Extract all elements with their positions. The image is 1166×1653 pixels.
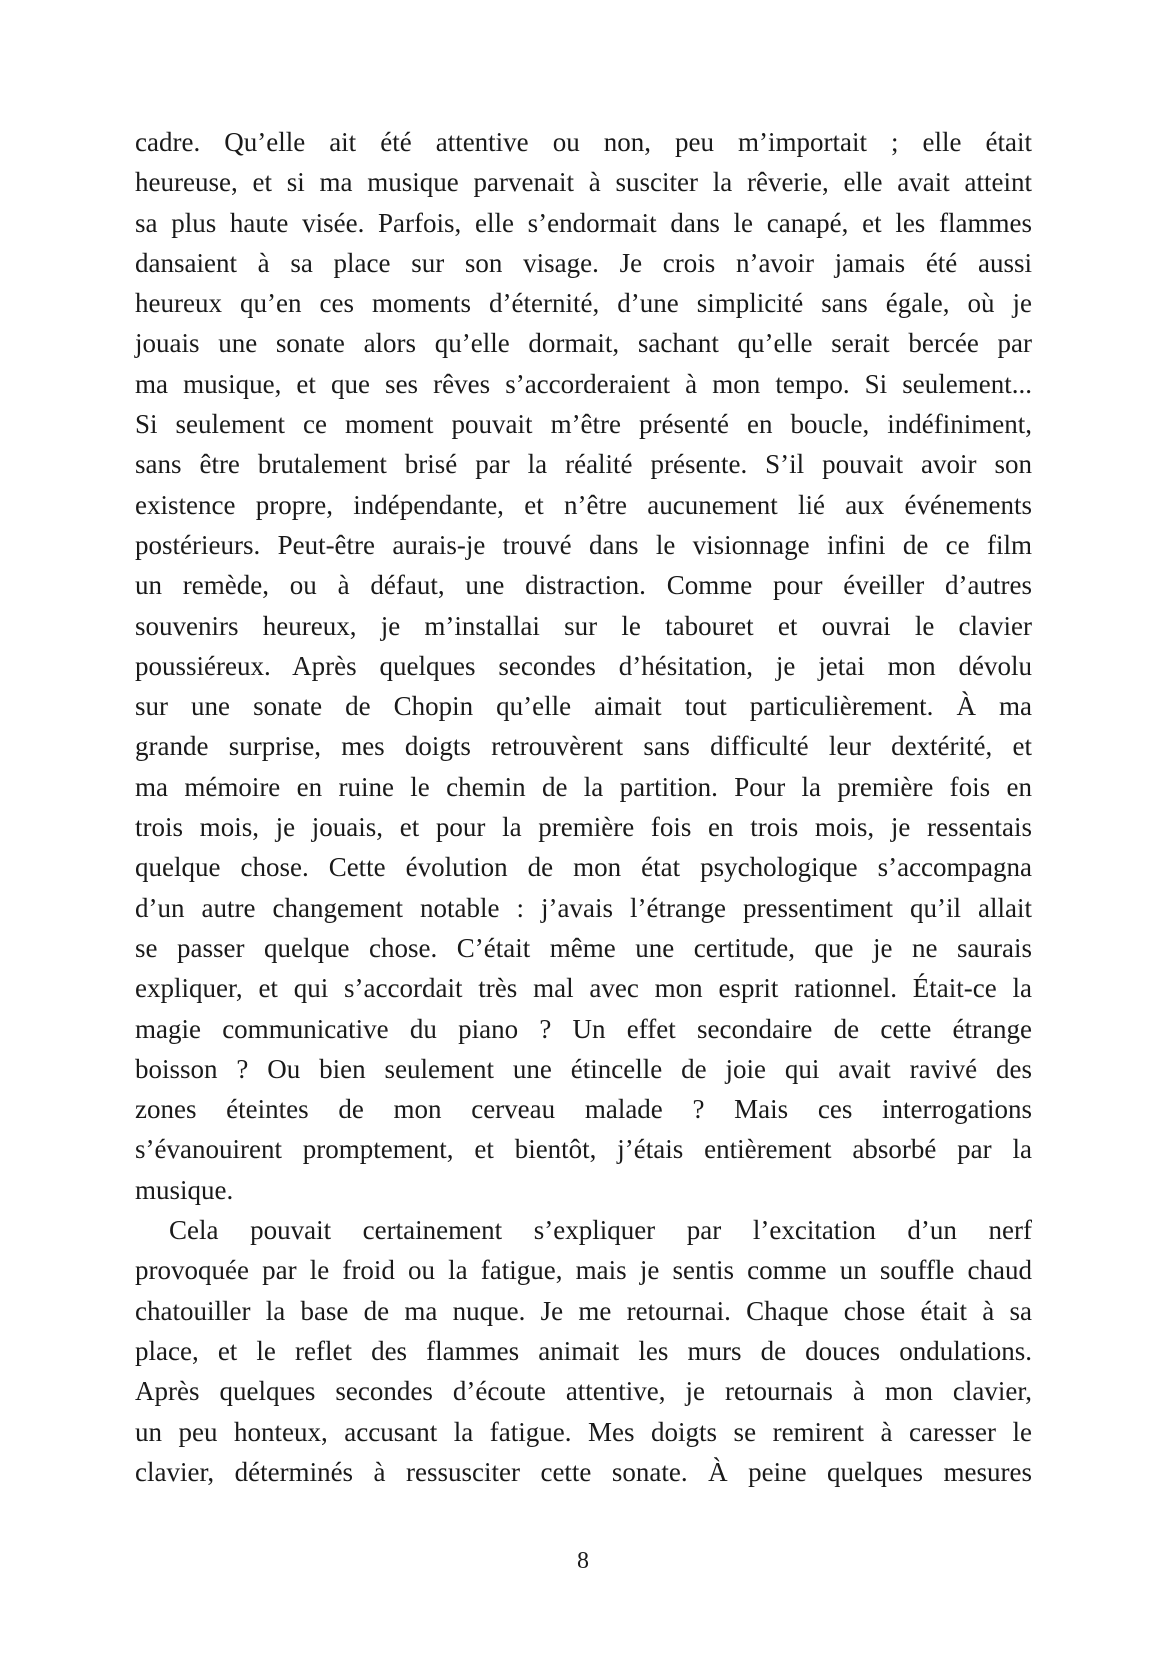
text-line: clavier, déterminés à ressusciter cette sonate. À peine quelques mesures — [135, 1456, 1032, 1487]
text-line: postérieurs. Peut-être aurais-je trouvé dans le visionnage infini de ce film — [135, 529, 1032, 560]
text-line: d’un autre changement notable : j’avais l’étrange pressentiment qu’il allait — [135, 892, 1032, 923]
text-line: boisson ? Ou bien seulement une étincelle de joie qui avait ravivé des — [135, 1053, 1032, 1084]
text-line: quelque chose. Cette évolution de mon état psychologique s’accompagna — [135, 852, 1032, 883]
text-line: se passer quelque chose. C’était même une certitude, que je ne saurais — [135, 932, 1032, 963]
text-line: magie communicative du piano ? Un effet secondaire de cette étrange — [135, 1013, 1032, 1044]
page-number: 8 — [577, 1548, 589, 1574]
text-line: place, et le reflet des flammes animait les murs de douces ondulations. — [135, 1335, 1032, 1366]
text-line: s’évanouirent promptement, et bientôt, j’étais entièrement absorbé par la — [135, 1134, 1032, 1165]
text-line: chatouiller la base de ma nuque. Je me retournai. Chaque chose était à sa — [135, 1295, 1032, 1326]
text-line: Si seulement ce moment pouvait m’être présenté en boucle, indéfiniment, — [135, 409, 1032, 440]
text-line: Cela pouvait certainement s’expliquer par l’excitation d’un nerf — [169, 1215, 1032, 1246]
text-line: heureux qu’en ces moments d’éternité, d’une simplicité sans égale, où je — [135, 288, 1032, 319]
text-line: heureuse, et si ma musique parvenait à susciter la rêverie, elle avait atteint — [135, 167, 1032, 198]
text-line: jouais une sonate alors qu’elle dormait, sachant qu’elle serait bercée par — [135, 328, 1032, 359]
text-line: Après quelques secondes d’écoute attentive, je retournais à mon clavier, — [135, 1376, 1032, 1407]
text-line: un remède, ou à défaut, une distraction. Comme pour éveiller d’autres — [135, 570, 1032, 601]
text-line: sans être brutalement brisé par la réalité présente. S’il pouvait avoir son — [135, 449, 1032, 480]
text-line: ma musique, et que ses rêves s’accorderaient à mon tempo. Si seulement... — [135, 368, 1032, 399]
text-line: souvenirs heureux, je m’installai sur le tabouret et ouvrai le clavier — [135, 610, 1032, 641]
text-line: trois mois, je jouais, et pour la première fois en trois mois, je ressentais — [135, 812, 1032, 843]
text-line: poussiéreux. Après quelques secondes d’hésitation, je jetai mon dévolu — [135, 650, 1032, 681]
text-line: un peu honteux, accusant la fatigue. Mes doigts se remirent à caresser le — [135, 1416, 1032, 1447]
text-line: musique. — [135, 1174, 234, 1205]
text-line: dansaient à sa place sur son visage. Je crois n’avoir jamais été aussi — [135, 247, 1032, 278]
text-line: existence propre, indépendante, et n’être aucunement lié aux événements — [135, 489, 1032, 520]
body-text — [135, 122, 1032, 1492]
text-line: sa plus haute visée. Parfois, elle s’endormait dans le canapé, et les flammes — [135, 207, 1032, 238]
text-line: ma mémoire en ruine le chemin de la partition. Pour la première fois en — [135, 771, 1032, 802]
text-line: provoquée par le froid ou la fatigue, mais je sentis comme un souffle chaud — [135, 1255, 1032, 1286]
text-line: expliquer, et qui s’accordait très mal avec mon esprit rationnel. Était-ce la — [135, 973, 1032, 1004]
text-line: sur une sonate de Chopin qu’elle aimait tout particulièrement. À ma — [135, 691, 1032, 722]
text-line: grande surprise, mes doigts retrouvèrent sans difficulté leur dextérité, et — [135, 731, 1032, 762]
text-line: zones éteintes de mon cerveau malade ? Mais ces interrogations — [135, 1094, 1032, 1125]
text-line: cadre. Qu’elle ait été attentive ou non, peu m’importait ; elle était — [135, 127, 1032, 157]
